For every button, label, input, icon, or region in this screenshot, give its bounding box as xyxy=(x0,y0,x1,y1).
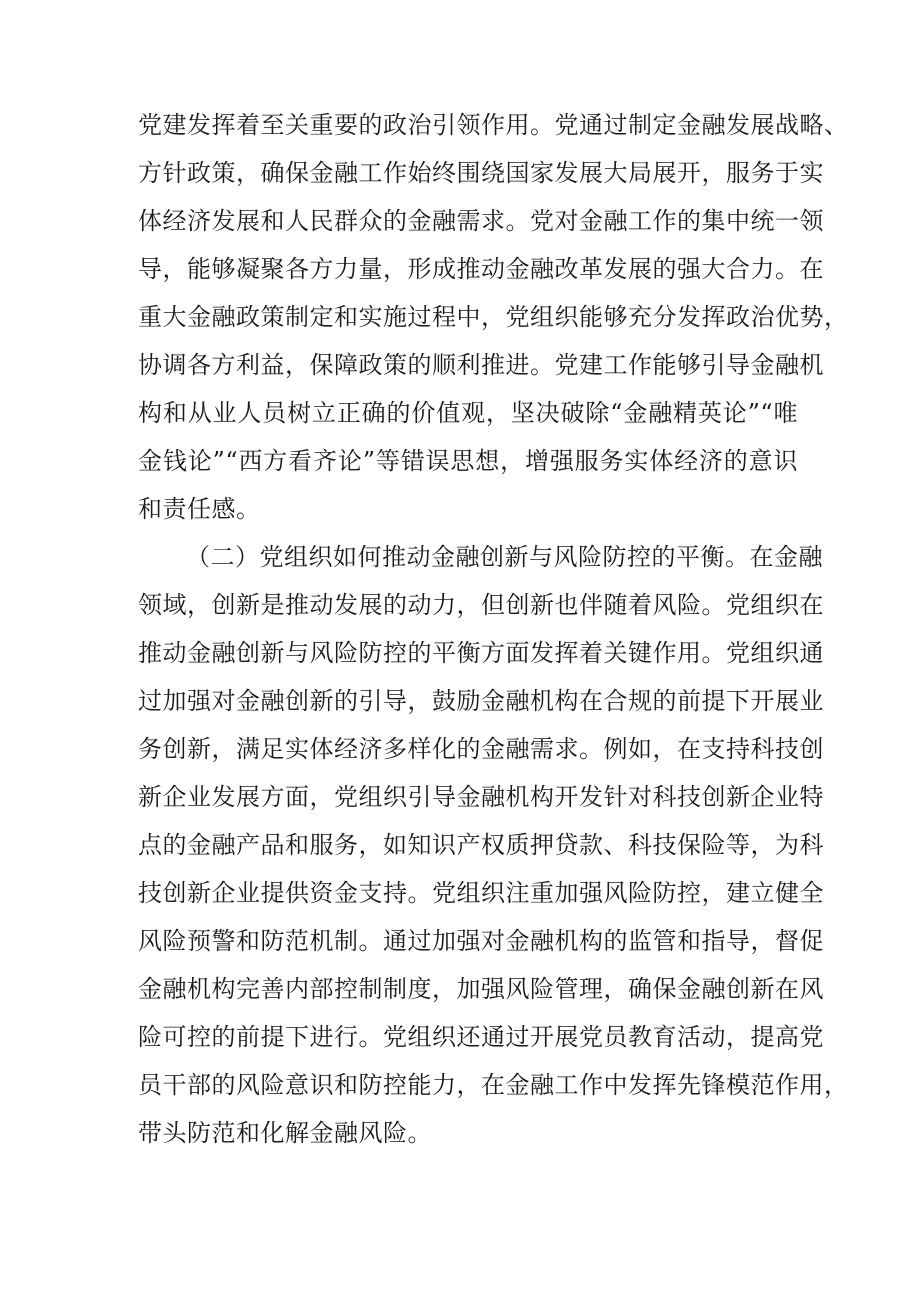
text-line: 过加强对金融创新的引导，鼓励金融机构在合规的前提下开展业 xyxy=(138,687,824,715)
text-line: 推动金融创新与风险防控的平衡方面发挥着关键作用。党组织通 xyxy=(138,639,824,667)
text-line: 点的金融产品和服务，如知识产权质押贷款、科技保险等，为科 xyxy=(138,831,824,859)
text-line: 党建发挥着至关重要的政治引领作用。党通过制定金融发展战略、 xyxy=(138,111,849,139)
text-line: 技创新企业提供资金支持。党组织注重加强风险防控，建立健全 xyxy=(138,879,824,907)
text-line: 导，能够凝聚各方力量，形成推动金融改革发展的强大合力。在 xyxy=(138,255,824,283)
text-line: 新企业发展方面，党组织引导金融机构开发针对科技创新企业特 xyxy=(138,783,824,811)
text-line: 重大金融政策制定和实施过程中，党组织能够充分发挥政治优势， xyxy=(138,303,849,331)
text-line: 金融机构完善内部控制制度，加强风险管理，确保金融创新在风 xyxy=(138,975,824,1003)
text-line: 险可控的前提下进行。党组织还通过开展党员教育活动，提高党 xyxy=(138,1023,824,1051)
text-line: 构和从业人员树立正确的价值观，坚决破除“金融精英论”“唯 xyxy=(138,399,798,427)
paragraph-end-line: 带头防范和化解金融风险。 xyxy=(138,1119,432,1147)
text-line: 金钱论”“西方看齐论”等错误思想，增强服务实体经济的意识 xyxy=(138,447,798,475)
text-line: 领域，创新是推动发展的动力，但创新也伴随着风险。党组织在 xyxy=(138,591,824,619)
text-line: 协调各方利益，保障政策的顺利推进。党建工作能够引导金融机 xyxy=(138,351,824,379)
text-line: 务创新，满足实体经济多样化的金融需求。例如，在支持科技创 xyxy=(138,735,824,763)
section-heading-line: （二）党组织如何推动金融创新与风险防控的平衡。在金融 xyxy=(186,543,823,571)
text-line: 体经济发展和人民群众的金融需求。党对金融工作的集中统一领 xyxy=(138,207,824,235)
text-line: 员干部的风险意识和防控能力，在金融工作中发挥先锋模范作用， xyxy=(138,1071,849,1099)
paragraph-end-line: 和责任感。 xyxy=(138,495,261,523)
text-line: 方针政策，确保金融工作始终围绕国家发展大局展开，服务于实 xyxy=(138,159,824,187)
text-line: 风险预警和防范机制。通过加强对金融机构的监管和指导，督促 xyxy=(138,927,824,955)
